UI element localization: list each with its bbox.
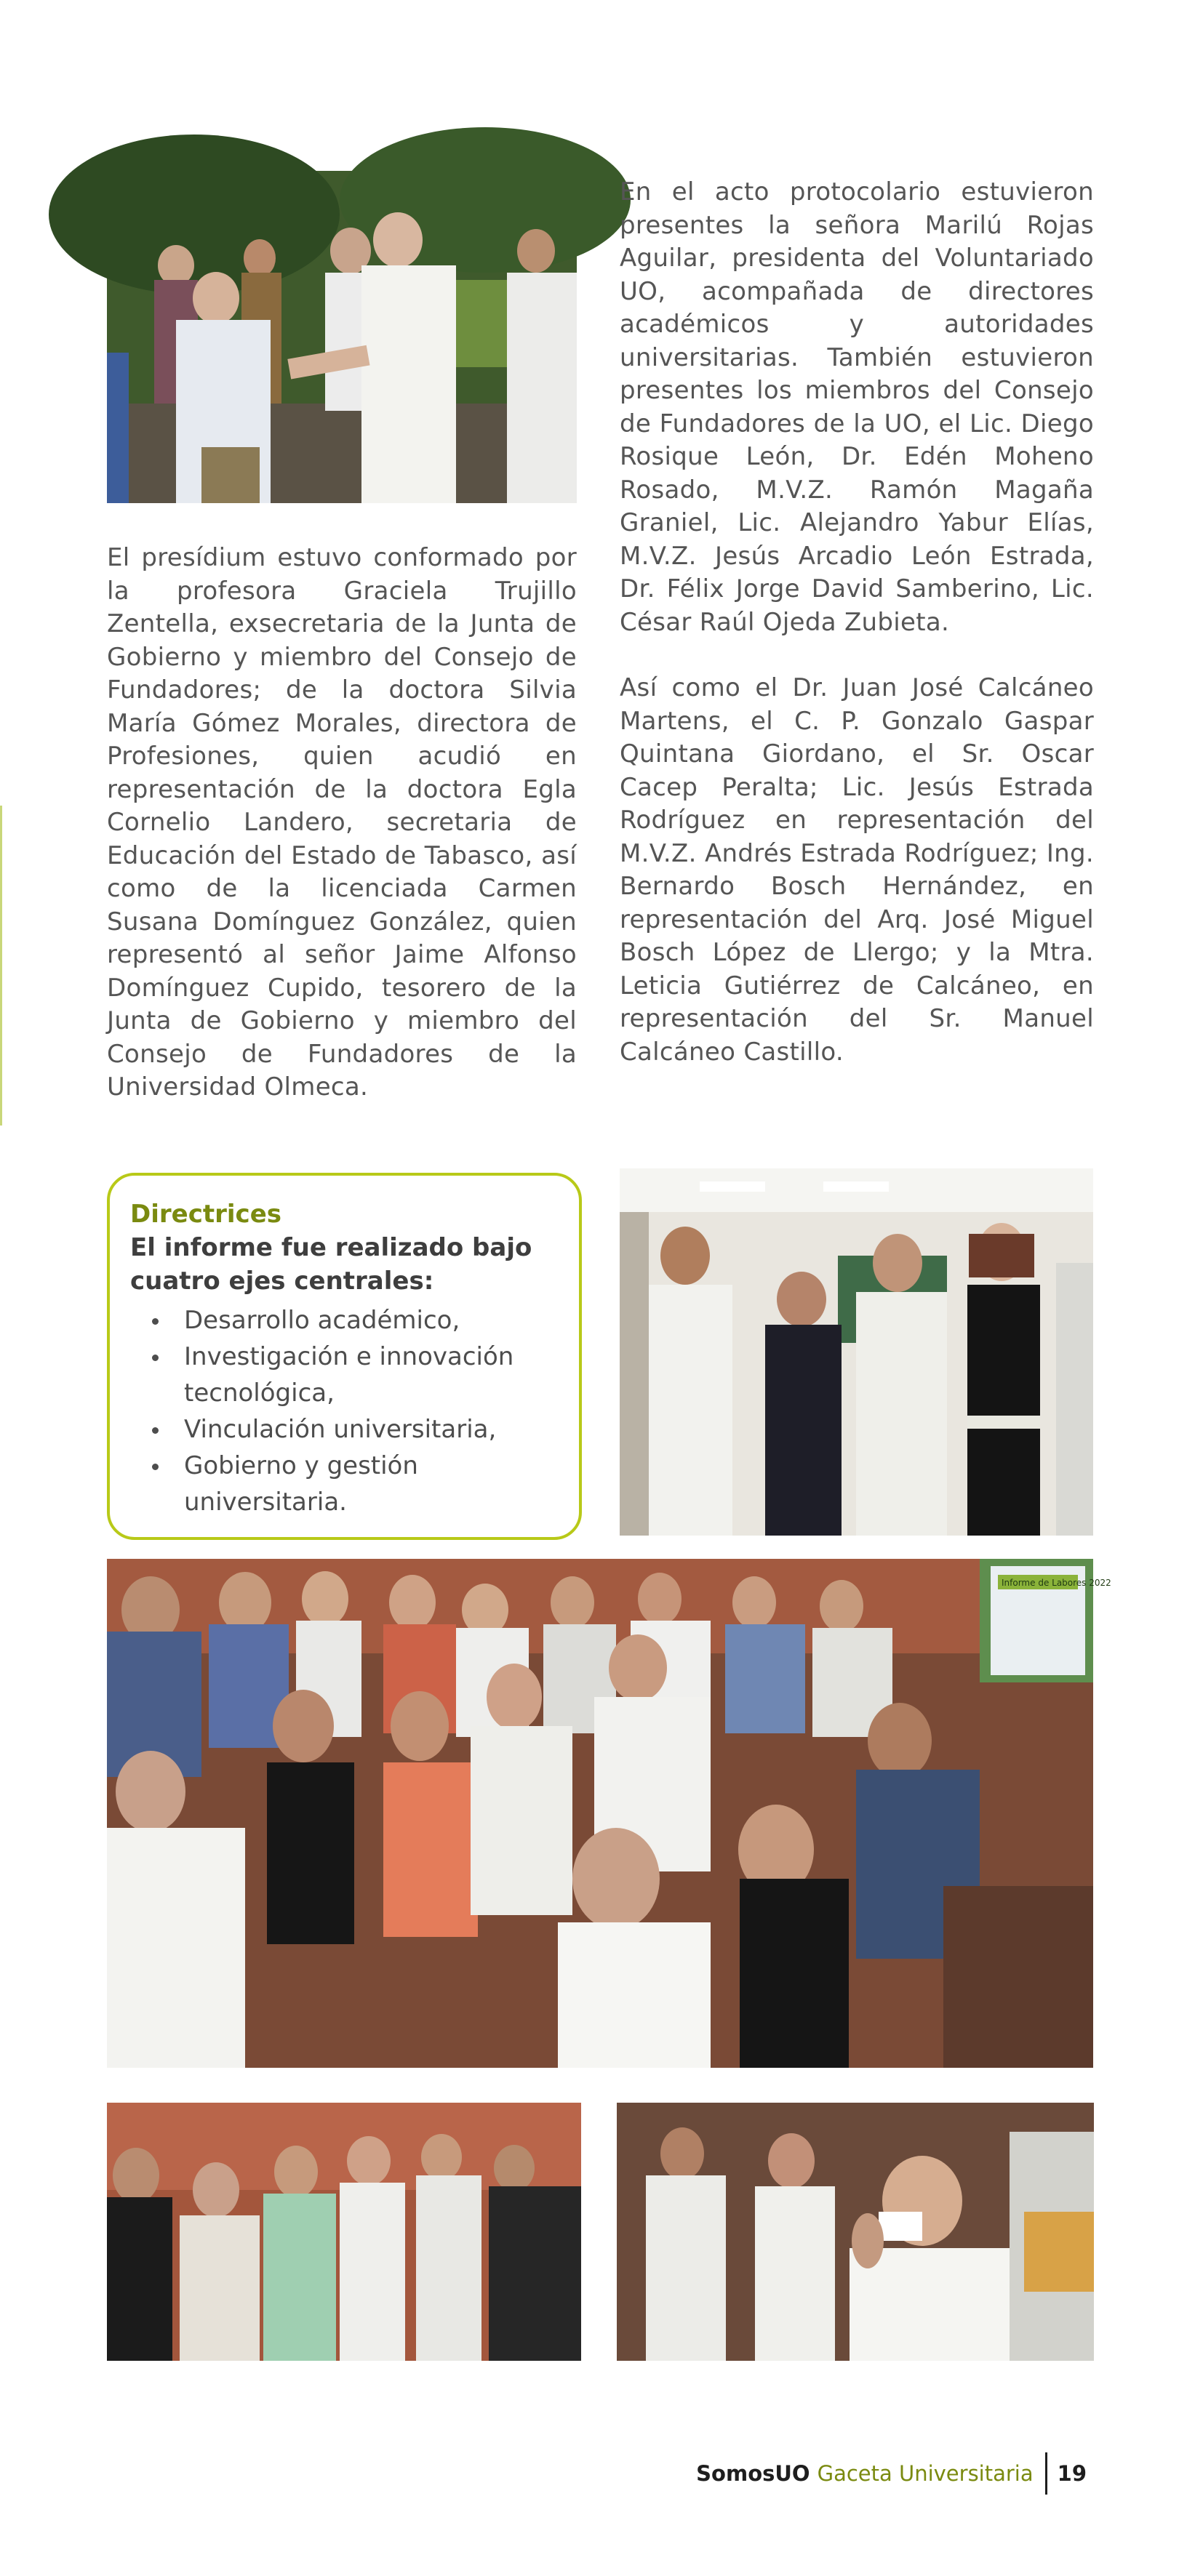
photo-greeting (107, 171, 577, 503)
photo-applause (617, 2103, 1094, 2361)
article-right-column (620, 176, 1094, 1069)
box-heading: Directrices (130, 1200, 281, 1229)
photo-audience-seated (107, 2103, 581, 2361)
article-left-column (107, 542, 577, 1104)
screen-text: Informe de Labores 2022 (1002, 1578, 1111, 1588)
page-edge-accent (0, 806, 2, 1126)
footer-publication: Gaceta Universitaria (817, 2461, 1034, 2486)
box-subheading: El informe fue realizado bajo cuatro ejes centrales: (130, 1233, 532, 1296)
list-item: Vinculación universitaria, (130, 1411, 560, 1448)
list-item: Investigación e innovación tecnológica, (130, 1339, 560, 1411)
directrices-box (107, 1173, 582, 1540)
article-paragraph: El presídium estuvo conformado por la profesora Graciela Trujillo Zentella, exsecretaria de la Junta de Gobierno y miembro del Consejo de Fundadores; de la doctora Silvia María Gómez Morales, directora de Profesiones, quien acudió en representación de la doctora Egla Cornelio Landero, secretaria de Educación del Estado de Tabasco, así como de la licenciada Carmen Susana Domínguez González, quien representó al señor Jaime Alfonso Domínguez Cupido, tesorero de la Junta de Gobierno y miembro del Consejo de Fundadores de la Universidad Olmeca. (107, 543, 577, 1102)
photo-group-portrait (620, 1168, 1093, 1536)
article-paragraph: En el acto protocolario estuvieron presentes la señora Marilú Rojas Aguilar, presidenta del Voluntariado UO, acompañada de directores académicos y autoridades universitarias. También estuvieron presentes los miembros del Consejo de Fundadores de la UO, el Lic. Diego Rosique León, Dr. Edén Moheno Rosado, M.V.Z. Ramón Magaña Graniel, Lic. Alejandro Yabur Elías, M.V.Z. Jesús Arcadio León Estrada, Dr. Félix Jorge David Samberino, Lic. César Raúl Ojeda Zubieta. (620, 177, 1094, 637)
footer-brand: SomosUO (696, 2461, 810, 2486)
list-item: Gobierno y gestión universitaria. (130, 1448, 560, 1520)
page-footer (696, 2452, 1087, 2495)
page-number: 19 (1057, 2461, 1087, 2486)
footer-divider (1045, 2452, 1047, 2495)
article-paragraph: Así como el Dr. Juan José Calcáneo Martens, el C. P. Gonzalo Gaspar Quintana Giordano, el Sr. Oscar Cacep Peralta; Lic. Jesús Estrada Rodríguez en representación del M.V.Z. Andrés Estrada Rodríguez; Ing. Bernardo Bosch Hernández, en representación del Arq. José Miguel Bosch López de Llergo; y la Mtra. Leticia Gutiérrez de Calcáneo, en representación del Sr. Manuel Calcáneo Castillo. (620, 673, 1094, 1067)
box-list (130, 1302, 560, 1520)
list-item: Desarrollo académico, (130, 1302, 560, 1339)
photo-audience (107, 1559, 1111, 2068)
